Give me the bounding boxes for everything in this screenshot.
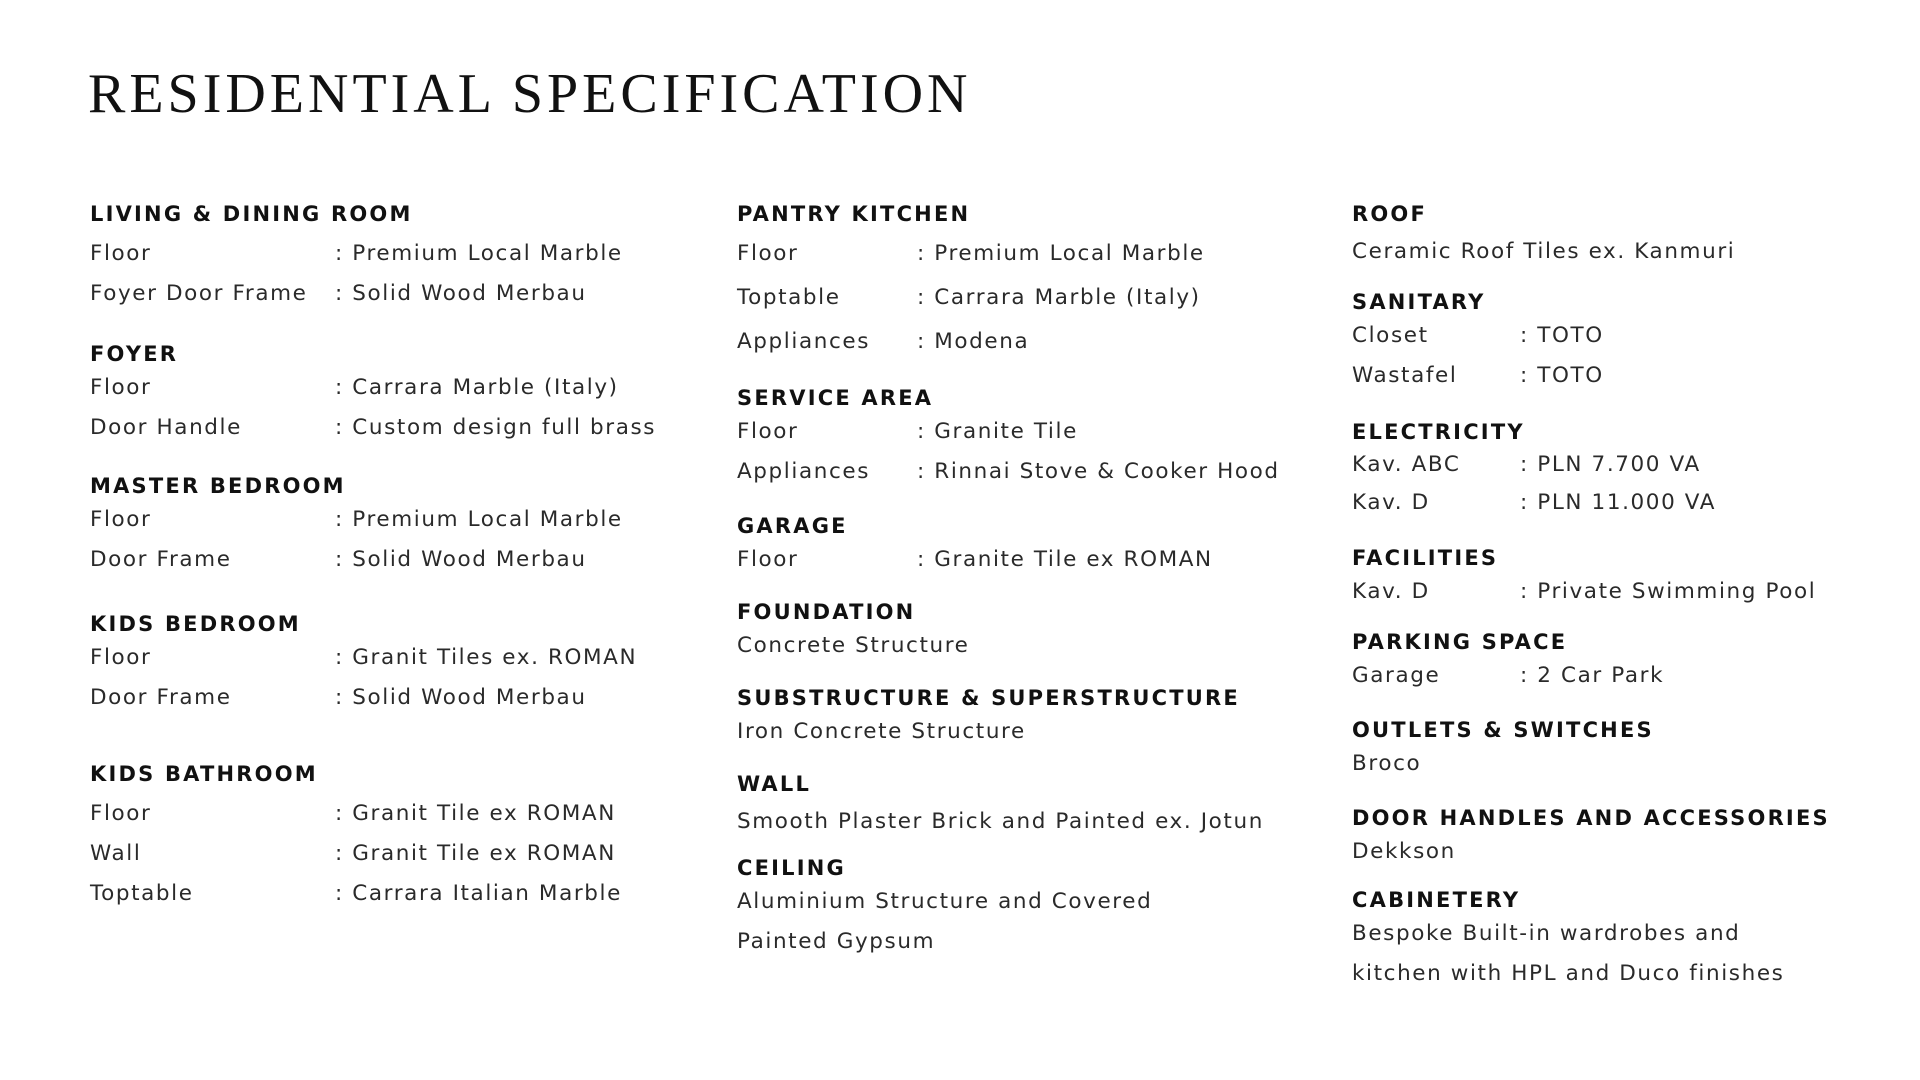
spec-value: : Carrara Italian Marble	[335, 881, 622, 906]
spec-row	[90, 834, 690, 874]
section-kids-bathroom	[90, 760, 690, 914]
spec-value: : 2 Car Park	[1520, 663, 1665, 688]
section-heading: GARAGE	[737, 514, 848, 538]
spec-row	[90, 874, 690, 914]
section-sanitary	[1352, 288, 1892, 396]
section-wall	[737, 770, 1317, 842]
spec-row	[737, 320, 1317, 364]
spec-row	[737, 276, 1317, 320]
spec-label: Door Frame	[90, 547, 232, 572]
spec-label: Garage	[1352, 663, 1441, 688]
spec-label: Kav. D	[1352, 579, 1430, 604]
spec-label: Floor	[90, 645, 152, 670]
section-heading: ELECTRICITY	[1352, 420, 1525, 444]
section-heading: SUBSTRUCTURE & SUPERSTRUCTURE	[737, 686, 1240, 710]
spec-label: Closet	[1352, 323, 1429, 348]
spec-label: Toptable	[90, 881, 194, 906]
spec-row	[90, 794, 690, 834]
spec-text: Dekkson	[1352, 839, 1456, 864]
section-heading: FACILITIES	[1352, 546, 1499, 570]
section-parking-space	[1352, 628, 1892, 696]
spec-row	[90, 274, 690, 314]
spec-value: : Granit Tiles ex. ROMAN	[335, 645, 638, 670]
spec-row	[90, 540, 690, 580]
page-title: RESIDENTIAL SPECIFICATION	[88, 63, 972, 125]
spec-value: : Solid Wood Merbau	[335, 685, 587, 710]
spec-row	[90, 234, 690, 274]
section-heading: SANITARY	[1352, 290, 1486, 314]
spec-row	[1352, 484, 1892, 522]
spec-row	[737, 412, 1317, 452]
section-heading: CABINETERY	[1352, 888, 1521, 912]
spec-label: Floor	[90, 375, 152, 400]
spec-text: Aluminium Structure and Covered	[737, 889, 1153, 914]
spec-row	[1352, 572, 1892, 612]
section-facilities	[1352, 544, 1892, 612]
section-heading: KIDS BEDROOM	[90, 612, 301, 636]
spec-value: : Premium Local Marble	[335, 507, 623, 532]
section-living-dining-room	[90, 200, 690, 314]
section-substructure-superstructure	[737, 684, 1317, 752]
spec-label: Floor	[737, 241, 799, 266]
spec-label: Floor	[737, 547, 799, 572]
spec-value: : Modena	[917, 329, 1030, 354]
spec-row	[737, 452, 1317, 492]
spec-row	[1352, 656, 1892, 696]
spec-row	[90, 500, 690, 540]
spec-value: : Solid Wood Merbau	[335, 281, 587, 306]
spec-text: kitchen with HPL and Duco finishes	[1352, 961, 1785, 986]
spec-value: : Premium Local Marble	[917, 241, 1205, 266]
section-heading: SERVICE AREA	[737, 386, 934, 410]
spec-text: Concrete Structure	[737, 633, 970, 658]
spec-text: Painted Gypsum	[737, 929, 936, 954]
spec-row	[90, 638, 690, 678]
spec-label: Toptable	[737, 285, 841, 310]
section-heading: WALL	[737, 772, 812, 796]
spec-value: : Granit Tile ex ROMAN	[335, 801, 616, 826]
section-kids-bedroom	[90, 610, 690, 718]
spec-text: Iron Concrete Structure	[737, 719, 1026, 744]
spec-label: Wastafel	[1352, 363, 1458, 388]
section-heading: PARKING SPACE	[1352, 630, 1568, 654]
spec-row	[1352, 316, 1892, 356]
section-pantry-kitchen	[737, 200, 1317, 364]
spec-row	[90, 678, 690, 718]
section-foundation	[737, 598, 1317, 666]
spec-value: : Private Swimming Pool	[1520, 579, 1817, 604]
spec-value: : Granite Tile	[917, 419, 1078, 444]
section-heading: OUTLETS & SWITCHES	[1352, 718, 1654, 742]
spec-value: : Premium Local Marble	[335, 241, 623, 266]
spec-row	[737, 540, 1317, 580]
section-heading: FOYER	[90, 342, 179, 366]
section-foyer	[90, 340, 690, 448]
spec-value: : Carrara Marble (Italy)	[335, 375, 619, 400]
section-garage	[737, 512, 1317, 580]
spec-value: : Solid Wood Merbau	[335, 547, 587, 572]
section-heading: PANTRY KITCHEN	[737, 202, 971, 226]
section-heading: MASTER BEDROOM	[90, 474, 346, 498]
spec-value: : Custom design full brass	[335, 415, 657, 440]
section-cabinetery	[1352, 886, 1892, 994]
spec-label: Floor	[90, 507, 152, 532]
spec-row	[90, 368, 690, 408]
spec-row	[1352, 446, 1892, 484]
spec-text: Bespoke Built-in wardrobes and	[1352, 921, 1741, 946]
spec-label: Kav. D	[1352, 490, 1430, 515]
section-heading: KIDS BATHROOM	[90, 762, 318, 786]
spec-text: Ceramic Roof Tiles ex. Kanmuri	[1352, 239, 1736, 264]
section-door-handles-accessories	[1352, 804, 1892, 872]
section-outlets-switches	[1352, 716, 1892, 784]
section-heading: LIVING & DINING ROOM	[90, 202, 413, 226]
section-master-bedroom	[90, 472, 690, 580]
section-heading: DOOR HANDLES AND ACCESSORIES	[1352, 806, 1830, 830]
section-ceiling	[737, 854, 1317, 962]
spec-value: : Carrara Marble (Italy)	[917, 285, 1201, 310]
section-roof	[1352, 200, 1892, 272]
spec-value: : Granit Tile ex ROMAN	[335, 841, 616, 866]
spec-row	[1352, 356, 1892, 396]
spec-label: Appliances	[737, 459, 871, 484]
section-service-area	[737, 384, 1317, 492]
spec-label: Floor	[90, 801, 152, 826]
spec-value: : Granite Tile ex ROMAN	[917, 547, 1213, 572]
section-heading: CEILING	[737, 856, 846, 880]
spec-row	[90, 408, 690, 448]
spec-value: : TOTO	[1520, 323, 1604, 348]
spec-label: Floor	[737, 419, 799, 444]
spec-text: Smooth Plaster Brick and Painted ex. Jotun	[737, 809, 1264, 834]
spec-label: Foyer Door Frame	[90, 281, 308, 306]
spec-row	[737, 232, 1317, 276]
spec-value: : PLN 11.000 VA	[1520, 490, 1717, 515]
section-heading: FOUNDATION	[737, 600, 916, 624]
section-heading: ROOF	[1352, 202, 1428, 226]
spec-label: Appliances	[737, 329, 871, 354]
spec-label: Wall	[90, 841, 142, 866]
section-electricity	[1352, 418, 1892, 522]
spec-value: : TOTO	[1520, 363, 1604, 388]
spec-label: Kav. ABC	[1352, 452, 1461, 477]
spec-label: Floor	[90, 241, 152, 266]
spec-value: : PLN 7.700 VA	[1520, 452, 1701, 477]
spec-label: Door Frame	[90, 685, 232, 710]
spec-value: : Rinnai Stove & Cooker Hood	[917, 459, 1280, 484]
spec-text: Broco	[1352, 751, 1422, 776]
spec-label: Door Handle	[90, 415, 242, 440]
